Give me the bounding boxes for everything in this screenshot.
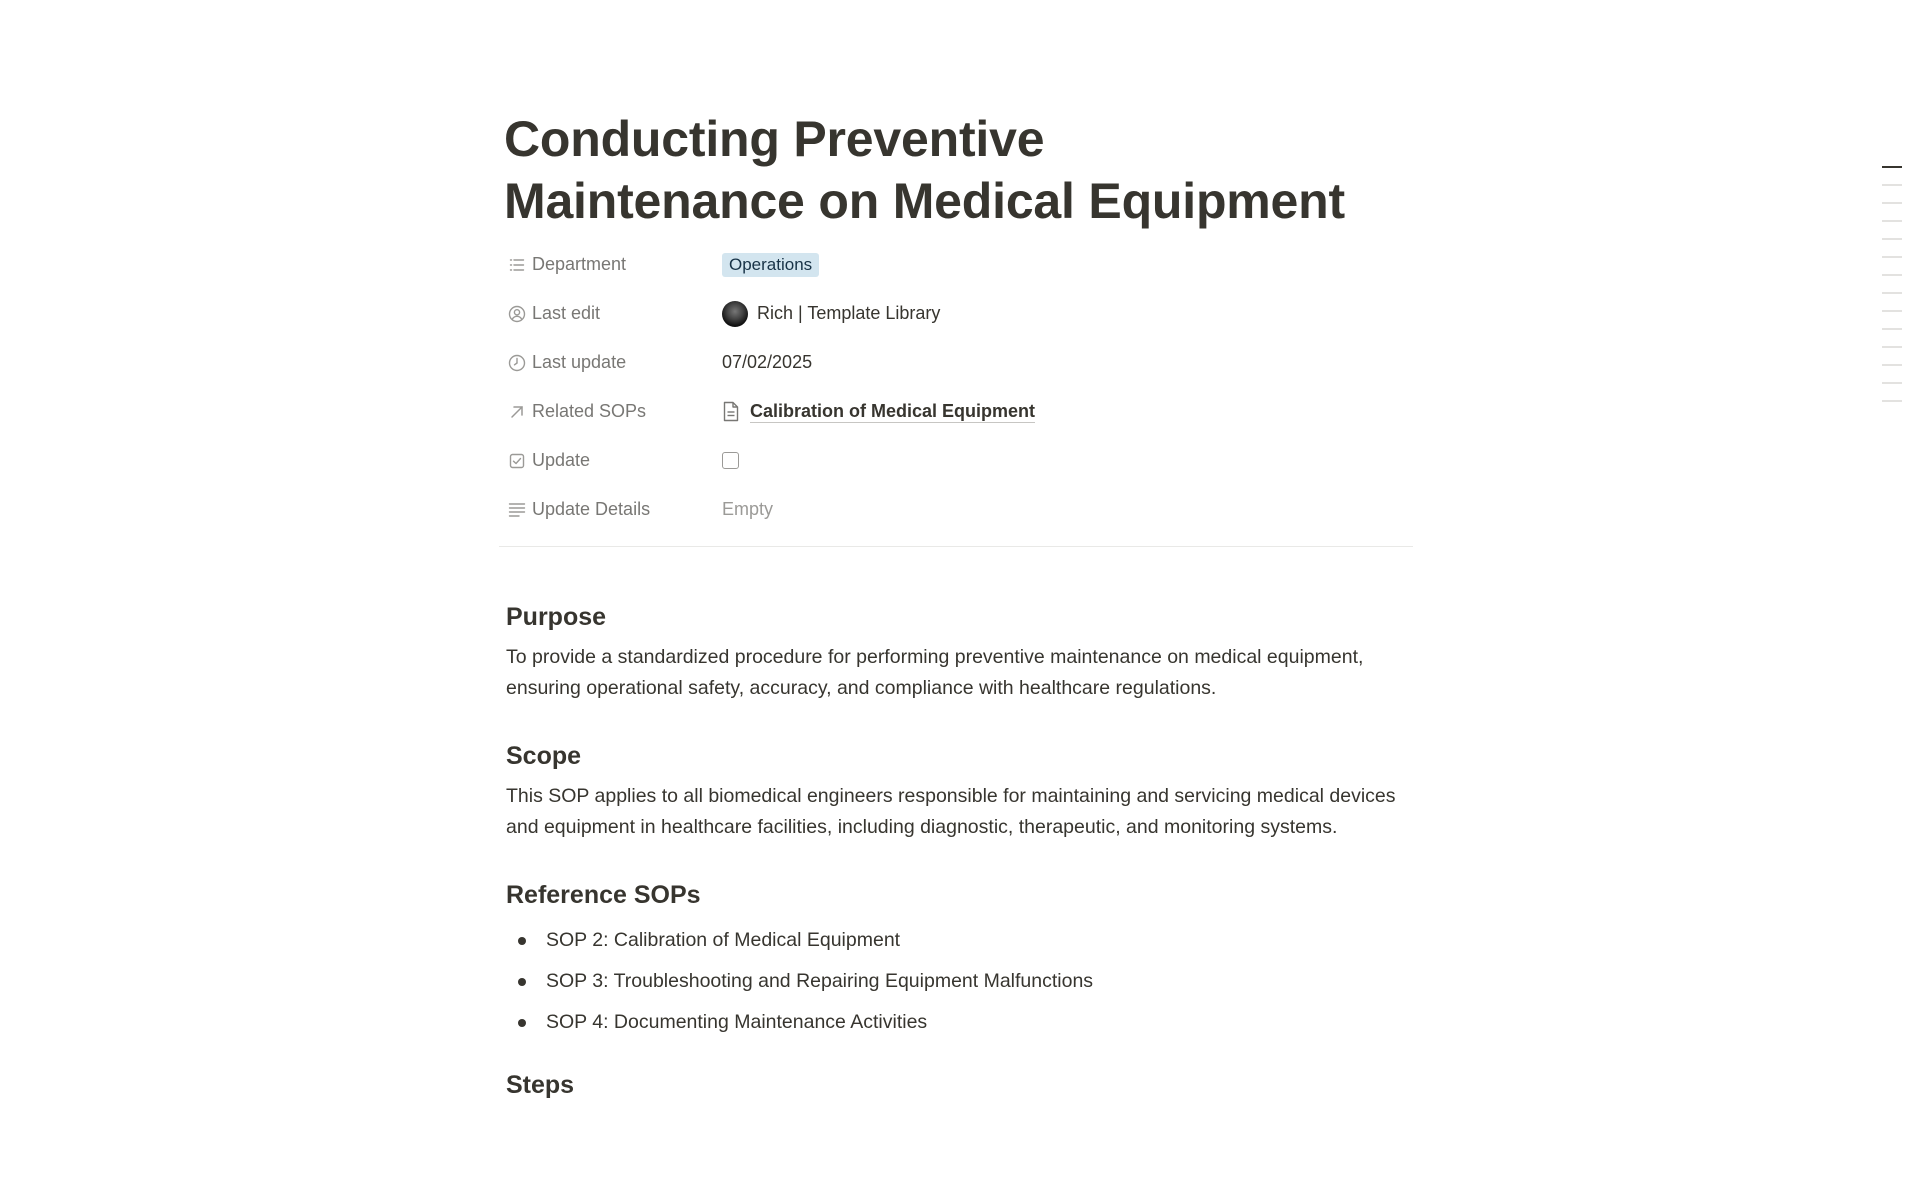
property-label: Related SOPs — [532, 401, 647, 421]
property-label: Last update — [532, 352, 627, 372]
arrow-up-right-icon — [508, 403, 526, 421]
properties-divider — [499, 546, 1413, 547]
property-value-related-sops[interactable] — [722, 400, 1035, 423]
toc-marker[interactable] — [1882, 184, 1902, 186]
toc-marker[interactable] — [1882, 310, 1902, 312]
properties-panel — [504, 240, 1412, 534]
department-tag[interactable]: Operations — [722, 253, 819, 277]
property-update[interactable] — [504, 436, 1412, 485]
property-related-sops[interactable] — [504, 387, 1412, 436]
list-item-text: SOP 4: Documenting Maintenance Activities — [546, 1011, 928, 1033]
toc-marker[interactable] — [1882, 400, 1902, 402]
property-label: Update Details — [532, 499, 651, 519]
paragraph-scope[interactable]: This SOP applies to all biomedical engineers responsible for maintaining and servicing medical devices and equipment in healthcare facilities, including diagnostic, therapeutic, and monitoring systems. — [506, 785, 1396, 838]
heading-scope[interactable]: Scope — [506, 742, 582, 770]
toc-marker[interactable] — [1882, 274, 1902, 276]
page-content — [504, 108, 1412, 1110]
checkbox-icon — [508, 452, 526, 470]
toc-marker[interactable] — [1882, 292, 1902, 294]
heading-steps[interactable]: Steps — [506, 1071, 575, 1099]
section-purpose — [504, 603, 1412, 704]
property-last-edit[interactable] — [504, 289, 1412, 338]
page-title-line2: Maintenance on Medical Equipment — [504, 173, 1345, 229]
page-title-line1: Conducting Preventive — [504, 111, 1045, 167]
property-name-department[interactable] — [504, 254, 722, 275]
page-document-icon — [722, 401, 740, 422]
page-title[interactable] — [504, 108, 1412, 232]
toc-marker[interactable] — [1882, 238, 1902, 240]
update-details-empty: Empty — [722, 499, 774, 519]
property-name-update-details[interactable] — [504, 499, 722, 520]
toc-marker[interactable] — [1882, 346, 1902, 348]
property-value-update-details[interactable] — [722, 499, 773, 520]
toc-marker[interactable] — [1882, 166, 1902, 168]
list-item[interactable] — [504, 920, 1412, 961]
section-scope — [504, 742, 1412, 843]
update-checkbox[interactable] — [722, 452, 739, 469]
list-item[interactable] — [504, 1002, 1412, 1043]
paragraph-purpose[interactable]: To provide a standardized procedure for performing preventive maintenance on medical equipment, ensuring operational safety, accuracy, and compliance with healthcare regulations. — [506, 646, 1364, 699]
property-value-update[interactable] — [722, 452, 739, 469]
property-value-last-update[interactable] — [722, 352, 812, 373]
avatar — [722, 301, 748, 327]
toc-marker[interactable] — [1882, 364, 1902, 366]
related-sop-link[interactable] — [722, 400, 1035, 423]
clock-icon — [508, 354, 526, 372]
heading-purpose[interactable]: Purpose — [506, 603, 607, 631]
toc-marker[interactable] — [1882, 328, 1902, 330]
property-update-details[interactable] — [504, 485, 1412, 534]
property-label: Department — [532, 254, 627, 274]
last-edit-user: Rich | Template Library — [757, 303, 941, 323]
list-icon — [508, 256, 526, 274]
toc-marker[interactable] — [1882, 220, 1902, 222]
toc-marker[interactable] — [1882, 256, 1902, 258]
bullet-icon — [518, 937, 526, 945]
bullet-icon — [518, 1019, 526, 1027]
heading-reference-sops[interactable]: Reference SOPs — [506, 881, 701, 909]
table-of-contents-minimap[interactable] — [1882, 166, 1902, 418]
toc-marker[interactable] — [1882, 202, 1902, 204]
property-name-update[interactable] — [504, 450, 722, 471]
property-label: Last edit — [532, 303, 601, 323]
section-steps — [504, 1071, 1412, 1100]
property-label: Update — [532, 450, 591, 470]
toc-marker[interactable] — [1882, 382, 1902, 384]
property-department[interactable] — [504, 240, 1412, 289]
reference-sop-list — [504, 920, 1412, 1043]
property-name-last-edit[interactable] — [504, 303, 722, 324]
person-circle-icon — [508, 305, 526, 323]
list-item-text: SOP 3: Troubleshooting and Repairing Equipment Malfunctions — [546, 970, 1094, 992]
bullet-icon — [518, 978, 526, 986]
property-value-last-edit[interactable] — [722, 301, 940, 327]
list-item[interactable] — [504, 961, 1412, 1002]
text-lines-icon — [508, 501, 526, 519]
last-update-date: 07/02/2025 — [722, 352, 813, 372]
property-name-last-update[interactable] — [504, 352, 722, 373]
property-name-related-sops[interactable] — [504, 401, 722, 422]
section-reference-sops — [504, 881, 1412, 1043]
property-last-update[interactable] — [504, 338, 1412, 387]
property-value-department[interactable] — [722, 253, 819, 277]
related-sop-title: Calibration of Medical Equipment — [750, 401, 1036, 421]
list-item-text: SOP 2: Calibration of Medical Equipment — [546, 929, 901, 951]
